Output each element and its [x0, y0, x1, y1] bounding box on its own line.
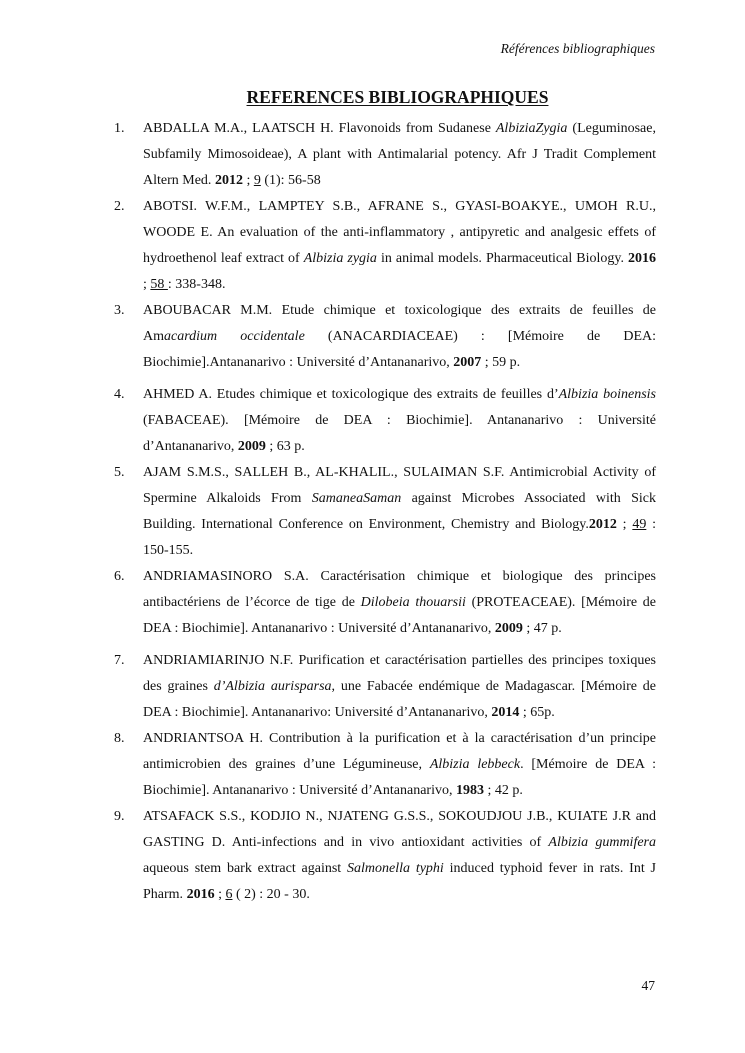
reference-segment: ;	[242, 173, 254, 188]
reference-number: 1.	[114, 121, 125, 136]
reference-segment: AJAM S.M.S., SALLEH B., AL-KHALIL., SULAIMAN S.F. Antimicrobial Activity of Spermine Alkaloids From	[143, 465, 656, 506]
species-name: Albizia gummifera	[548, 835, 656, 850]
reference-item	[114, 298, 656, 376]
reference-segment: ; 63 p.	[265, 439, 305, 454]
running-header: Références bibliographiques	[500, 41, 655, 56]
reference-number: 2.	[114, 199, 125, 214]
reference-segment: ANDRIANTSOA H. Contribution à la purification et à la caractérisation d’un principe antimicrobien des graines d’une Légumineuse,	[143, 731, 656, 772]
species-name: Salmonella typhi	[347, 861, 444, 876]
reference-year: 2009	[494, 621, 523, 636]
reference-segment: induced typhoid fever in rats. Int J Pharm.	[143, 861, 656, 902]
reference-number: 6.	[114, 569, 125, 584]
reference-segment: (FABACEAE). [Mémoire de DEA : Biochimie]. Antananarivo : Université d’Antananarivo,	[143, 413, 656, 454]
species-name: Albizia boinensis	[558, 387, 656, 402]
reference-text	[143, 648, 656, 726]
reference-number: 7.	[114, 653, 125, 668]
reference-item	[114, 564, 656, 642]
reference-segment: in animal models. Pharmaceutical Biology.	[376, 251, 628, 266]
reference-text	[143, 460, 656, 564]
reference-segment: ;	[616, 517, 633, 532]
reference-segment: ANDRIAMASINORO S.A. Caractérisation chimique et biologique des principes antibactériens de l’écorce de tige de	[143, 569, 656, 610]
page-number: 47	[641, 978, 655, 993]
reference-item	[114, 726, 656, 804]
reference-year: 2009	[237, 439, 266, 454]
reference-segment: . [Mémoire de DEA : Biochimie]. Antananarivo : Université d’Antananarivo,	[143, 757, 656, 798]
reference-segment: , une Fabacée endémique de Madagascar. [Mémoire de DEA : Biochimie]. Antananarivo: Université d’Antananarivo,	[143, 679, 656, 720]
reference-segment: ABOUBACAR M.M. Etude chimique et toxicologique des extraits de feuilles de Am	[143, 303, 656, 344]
species-name: SamaneaSaman	[311, 491, 402, 506]
reference-text	[143, 804, 656, 908]
reference-segment: ABOTSI. W.F.M., LAMPTEY S.B., AFRANE S., GYASI-BOAKYE., UMOH R.U., WOODE E. An evaluation of the anti-inflammatory , antipyretic and analgesic effets of hydroethenol leaf extract of	[143, 199, 656, 266]
reference-number: 5.	[114, 465, 125, 480]
reference-text	[143, 194, 656, 298]
reference-item	[114, 194, 656, 298]
species-name: Albizia zygia	[303, 251, 377, 266]
reference-segment: ANDRIAMIARINJO N.F. Purification et caractérisation partielles des principes toxiques des graines	[143, 653, 656, 694]
species-name: Dilobeia thouarsii	[360, 595, 466, 610]
reference-segment: ; 65p.	[519, 705, 555, 720]
reference-year: 2012	[588, 517, 617, 532]
reference-item	[114, 804, 656, 908]
reference-segment: (ANACARDIACEAE) : [Mémoire de DEA: Biochimie].Antananarivo : Université d’Antananarivo,	[143, 329, 657, 370]
reference-list	[114, 116, 656, 908]
reference-year: 2007	[453, 355, 482, 370]
reference-segment: ; 42 p.	[483, 783, 523, 798]
reference-segment: (1): 56-58	[260, 173, 321, 188]
reference-item	[114, 116, 656, 194]
reference-year: 2016	[186, 887, 215, 902]
reference-segment: (Leguminosae, Subfamily Mimosoideae), A plant with Antimalarial potency. Afr J Tradit Complement Altern Med.	[143, 121, 656, 188]
reference-number: 3.	[114, 303, 125, 318]
reference-number: 9.	[114, 809, 125, 824]
reference-volume: 49	[632, 517, 647, 532]
reference-item	[114, 648, 656, 726]
reference-segment: against Microbes Associated with Sick Building. International Conference on Environment, Chemistry and Biology.	[143, 491, 656, 532]
reference-year: 1983	[455, 783, 484, 798]
reference-segment: ATSAFACK S.S., KODJIO N., NJATENG G.S.S., SOKOUDJOU J.B., KUIATE J.R and GASTING D. Anti-infections and in vivo antioxidant activities of	[143, 809, 656, 850]
species-name: AlbiziaZygia	[495, 121, 568, 136]
reference-segment: : 150-155.	[143, 517, 656, 558]
reference-segment: (PROTEACEAE). [Mémoire de DEA : Biochimie]. Antananarivo : Université d’Antananarivo,	[143, 595, 656, 636]
reference-segment: ( 2) : 20 - 30.	[232, 887, 310, 902]
reference-volume: 6	[225, 887, 233, 902]
reference-text	[143, 382, 656, 460]
species-name: d’Albizia aurisparsa	[213, 679, 332, 694]
reference-segment: ; 47 p.	[522, 621, 562, 636]
reference-segment: aqueous stem bark extract against	[143, 861, 348, 876]
reference-text	[143, 298, 656, 376]
species-name: Albizia lebbeck	[429, 757, 521, 772]
reference-item	[114, 382, 656, 460]
reference-text	[143, 116, 656, 194]
reference-segment: ; 59 p.	[481, 355, 521, 370]
reference-text	[143, 726, 656, 804]
reference-segment: AHMED A. Etudes chimique et toxicologique des extraits de feuilles d’	[143, 387, 559, 402]
reference-segment: ;	[143, 277, 151, 292]
reference-year: 2014	[491, 705, 520, 720]
reference-text	[143, 564, 656, 642]
reference-number: 4.	[114, 387, 125, 402]
species-name: acardium occidentale	[164, 329, 305, 344]
reference-year: 2012	[214, 173, 243, 188]
reference-year: 2016	[628, 251, 656, 266]
reference-volume: 58	[150, 277, 168, 292]
reference-number: 8.	[114, 731, 125, 746]
reference-item	[114, 460, 656, 564]
reference-segment: ;	[214, 887, 226, 902]
reference-segment: ABDALLA M.A., LAATSCH H. Flavonoids from Sudanese	[143, 121, 496, 136]
reference-volume: 9	[253, 173, 261, 188]
reference-segment: : 338-348.	[167, 277, 226, 292]
page-title: REFERENCES BIBLIOGRAPHIQUES	[246, 87, 549, 107]
